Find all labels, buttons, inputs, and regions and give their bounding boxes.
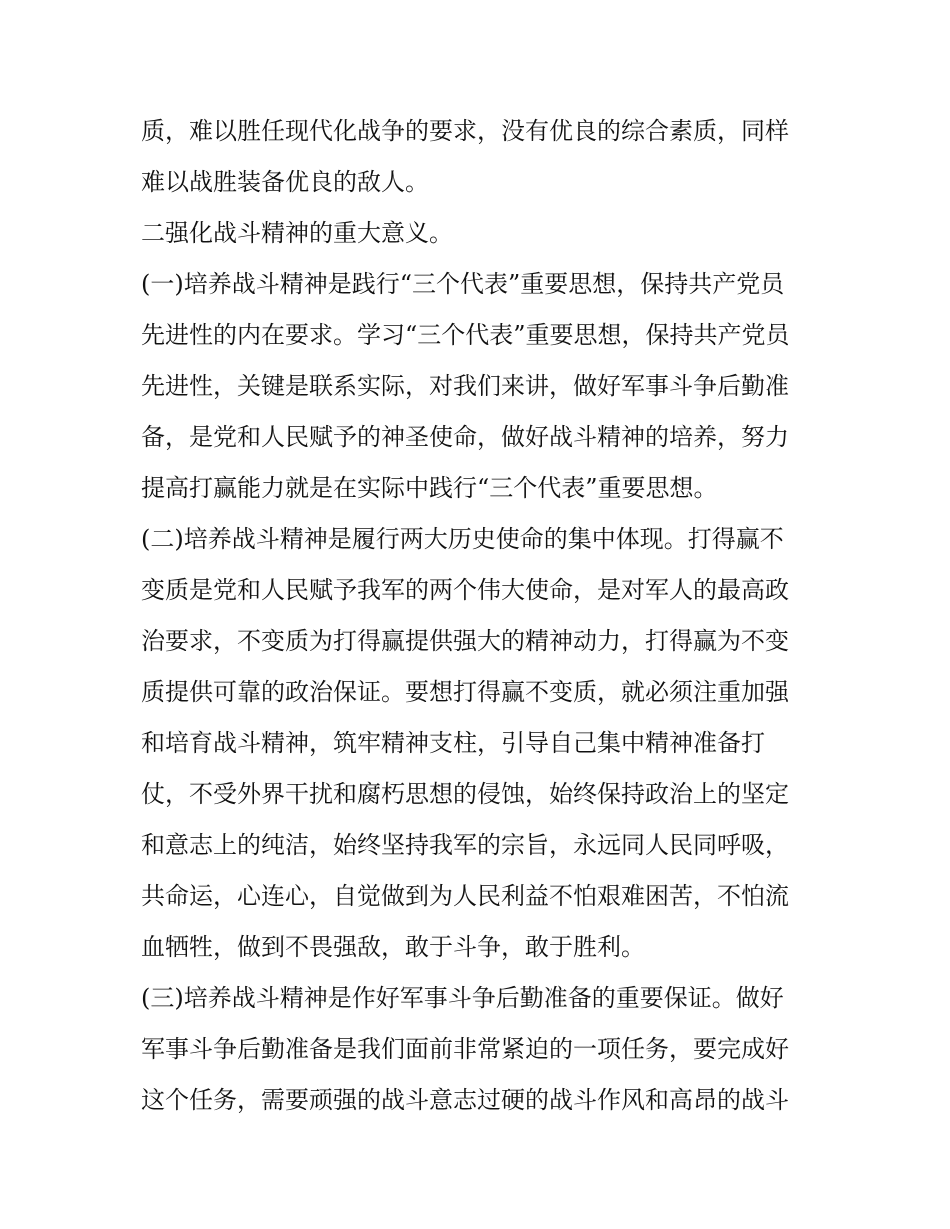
- text-line: (二)培养战斗精神是履行两大历史使命的集中体现。打得赢不: [141, 525, 784, 553]
- text-line: 提高打赢能力就是在实际中践行“三个代表”重要思想。: [141, 474, 718, 502]
- text-line: 难以战胜装备优良的敌人。: [141, 168, 429, 196]
- text-line: 血牺牲，做到不畏强敌，敢于斗争，敢于胜利。: [141, 933, 645, 961]
- section-heading: 二强化战斗精神的重大意义。: [141, 219, 453, 247]
- text-line: 先进性的内在要求。学习“三个代表”重要思想，保持共产党员: [141, 321, 790, 349]
- text-line: (一)培养战斗精神是践行“三个代表”重要思想，保持共产党员: [141, 270, 785, 298]
- text-line: 军事斗争后勤准备是我们面前非常紧迫的一项任务，要完成好: [141, 1035, 789, 1063]
- text-line: 共命运，心连心，自觉做到为人民利益不怕艰难困苦，不怕流: [141, 882, 789, 910]
- body-text: [141, 106, 821, 1126]
- text-line: 质提供可靠的政治保证。要想打得赢不变质，就必须注重加强: [141, 678, 789, 706]
- text-line: 仗，不受外界干扰和腐朽思想的侵蚀，始终保持政治上的坚定: [141, 780, 789, 808]
- text-line: 质，难以胜任现代化战争的要求，没有优良的综合素质，同样: [141, 117, 789, 145]
- text-line: 备，是党和人民赋予的神圣使命，做好战斗精神的培养，努力: [141, 423, 789, 451]
- text-line: 变质是党和人民赋予我军的两个伟大使命，是对军人的最高政: [141, 576, 789, 604]
- text-line: 治要求，不变质为打得赢提供强大的精神动力，打得赢为不变: [141, 627, 789, 655]
- text-line: 和培育战斗精神，筑牢精神支柱，引导自己集中精神准备打: [141, 729, 765, 757]
- text-line: 这个任务，需要顽强的战斗意志过硬的战斗作风和高昂的战斗: [141, 1086, 789, 1114]
- text-line: (三)培养战斗精神是作好军事斗争后勤准备的重要保证。做好: [141, 984, 784, 1012]
- text-line: 先进性，关键是联系实际，对我们来讲，做好军事斗争后勤准: [141, 372, 789, 400]
- text-line: 和意志上的纯洁，始终坚持我军的宗旨，永远同人民同呼吸，: [141, 831, 789, 859]
